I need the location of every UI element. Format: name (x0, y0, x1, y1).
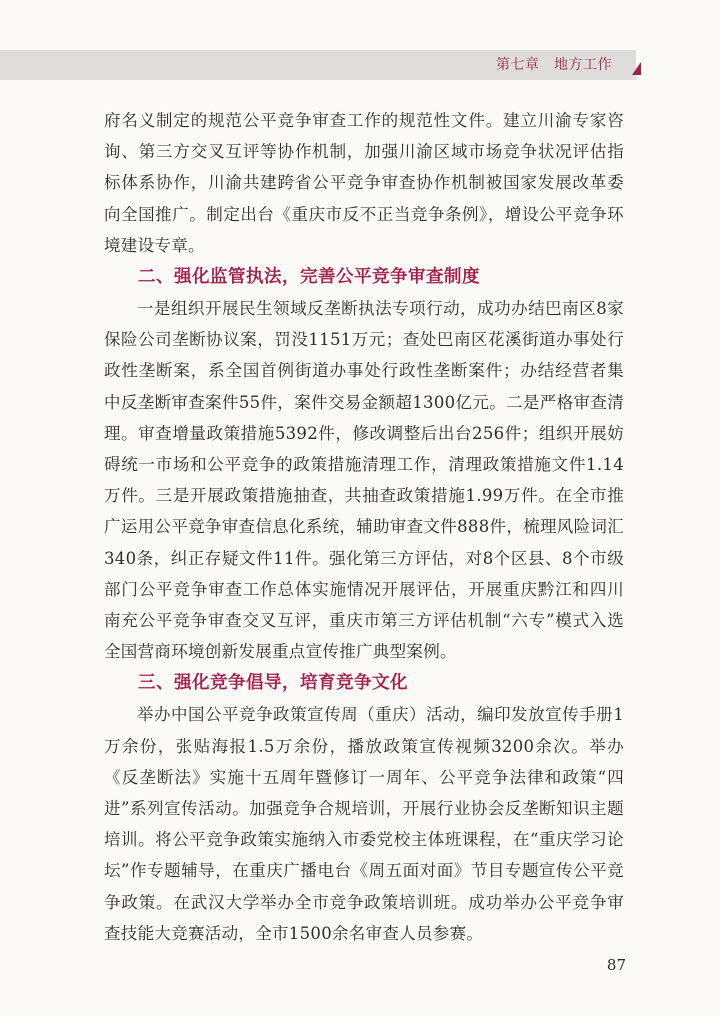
page-content (104, 105, 624, 949)
section-heading-3: 三、强化竞争倡导，培育竞争文化 (138, 673, 408, 694)
paragraph-advocacy: 举办中国公平竞争政策宣传周（重庆）活动，编印发放宣传手册1万余份，张贴海报1.5万余份，播放政策宣传视频3200余次。举办《反垄断法》实施十五周年暨修订一周年、公平竞争法律和政策“四进”系列宣传活动。加强竞争合规培训，开展行业协会反垄断知识主题培训。将公平竞争政策实施纳入市委党校主体班课程，在“重庆学习论坛”作专题辅导，在重庆广播电台《周五面对面》节目专题宣传公平竞争政策。在武汉大学举办全市竞争政策培训班。成功举办公平竞争审查技能大竞赛活动，全市1500余名审查人员参赛。 (104, 705, 624, 943)
header-corner-mark (632, 62, 641, 75)
section-heading-2: 二、强化监管执法，完善公平竞争审查制度 (138, 267, 480, 288)
chapter-header: 第七章 地方工作 (496, 57, 612, 73)
page-number: 87 (606, 956, 626, 974)
paragraph-enforcement: 一是组织开展民生领域反垄断执法专项行动，成功办结巴南区8家保险公司垄断协议案，罚没1151万元；查处巴南区花溪街道办事处行政性垄断案，系全国首例街道办事处行政性垄断案件；办结经营者集中反垄断审查案件55件，案件交易金额超1300亿元。二是严格审查清理。审查增量政策措施5392件，修改调整后出台256件；组织开展妨碍统一市场和公平竞争的政策措施清理工作，清理政策措施文件1.14万件。三是开展政策措施抽查，共抽查政策措施1.99万件。在全市推广运用公平竞争审查信息化系统，辅助审查文件888件，梳理风险词汇340条，纠正存疑文件11件。强化第三方评估，对8个区县、8个市级部门公平竞争审查工作总体实施情况开展评估，开展重庆黔江和四川南充公平竞争审查交叉互评，重庆市第三方评估机制“六专”模式入选全国营商环境创新发展重点宣传推广典型案例。 (104, 299, 624, 662)
paragraph-continued: 府名义制定的规范公平竞争审查工作的规范性文件。建立川渝专家咨询、第三方交叉互评等协作机制，加强川渝区域市场竞争状况评估指标体系协作，川渝共建跨省公平竞争审查协作机制被国家发展改革委向全国推广。制定出台《重庆市反不正当竞争条例》，增设公平竞争环境建设专章。 (104, 111, 624, 255)
